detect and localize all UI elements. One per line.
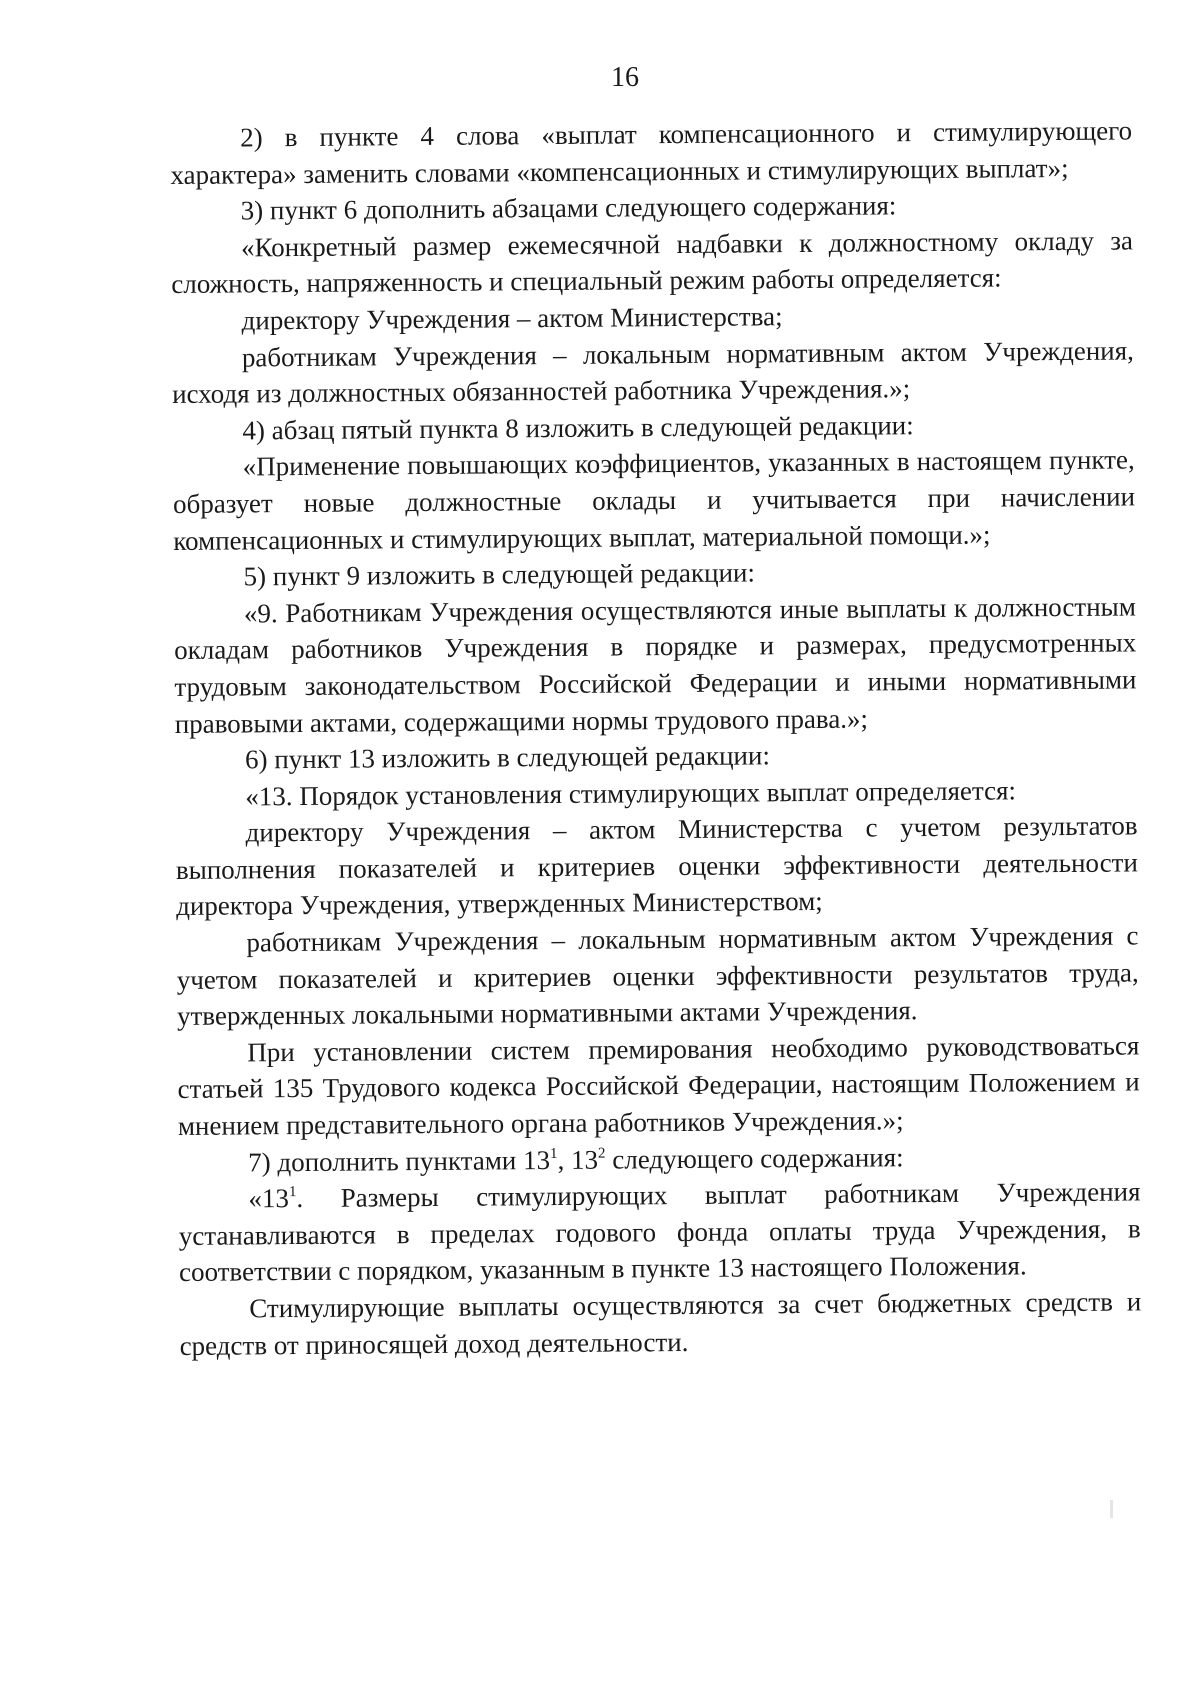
paragraph-coefficients: «Применение повышающих коэффициентов, указанных в настоящем пункте, образует новые должностные оклады и учитывается при начислении компенсационных и стимулирующих выплат, материальной помощи.»; — [172, 444, 1136, 556]
paragraph-director-act: директору Учреждения – актом Министерства; — [241, 301, 783, 336]
paragraph-employees-incentive: работникам Учреждения – локальным нормативным актом Учреждения с учетом показателей и критериев оценки эффективности результатов труда, утвержденных локальными нормативными актами Учреждения. — [176, 920, 1139, 1032]
paragraph-amendment-6: 6) пункт 13 изложить в следующей редакции: — [244, 740, 771, 775]
paragraph-employees-act: работникам Учреждения – локальным нормативным актом Учреждения, исходя из должностных обязанностей работника Учреждения.»; — [172, 335, 1134, 410]
paragraph-allowance-size: «Конкретный размер ежемесячной надбавки к должностному окладу за сложность, напряженность и специальный режим работы определяется: — [171, 225, 1134, 300]
superscript: 1 — [549, 1145, 558, 1162]
text-fragment: «13 — [248, 1183, 290, 1214]
paragraph-director-incentive: директору Учреждения – актом Министерства с учетом результатов выполнения показателей и критериев оценки эффективности деятельности директора Учреждения, утвержденных Министерством; — [175, 810, 1138, 922]
paragraph-item-13-1 — [178, 1174, 1141, 1291]
text-fragment: следующего содержания: — [605, 1141, 904, 1175]
superscript: 2 — [597, 1145, 606, 1162]
document-body — [170, 112, 1142, 1364]
scan-artifact — [1110, 1500, 1113, 1518]
paragraph-amendment-3: 3) пункт 6 дополнить абзацами следующего содержания: — [240, 190, 897, 226]
superscript: 1 — [288, 1184, 297, 1201]
paragraph-item-13: «13. Порядок установления стимулирующих выплат определяется: — [245, 775, 1017, 812]
text-fragment: . Размеры стимулирующих выплат работникам Учреждения устанавливаются в пределах годового фонда оплаты труда Учреждения, в соответствии с порядком, указанным в пункте 13 настоящего Положения. — [178, 1176, 1141, 1288]
paragraph-item-9: «9. Работникам Учреждения осуществляются иные выплаты к должностным окладам работников Учреждения в порядке и размерах, предусмотренных трудовым законодательством Российской Федерации и иными нормативными правовыми актами, содержащими нормы трудового права.»; — [174, 591, 1137, 739]
paragraph-amendment-4: 4) абзац пятый пункта 8 изложить в следующей редакции: — [242, 409, 914, 446]
paragraph-bonus-systems: При установлении систем премирования необходимо руководствоваться статьей 135 Трудового кодекса Российской Федерации, настоящим Положением и мнением представительного органа работников Учреждения.»; — [177, 1030, 1140, 1141]
paragraph-amendment-2: 2) в пункте 4 слова «выплат компенсационного и стимулирующего характера» заменить словами «компенсационных и стимулирующих выплат»; — [170, 115, 1133, 190]
paragraph-amendment-5: 5) пункт 9 изложить в следующей редакции: — [243, 557, 756, 592]
page-number: 16 — [611, 62, 639, 93]
paragraph-funding-sources: Стимулирующие выплаты осуществляются за счет бюджетных средств и средств от приносящей доход деятельности. — [179, 1286, 1142, 1361]
text-fragment: 7) дополнить пунктами 13 — [248, 1144, 551, 1178]
text-fragment: , 13 — [557, 1144, 599, 1175]
